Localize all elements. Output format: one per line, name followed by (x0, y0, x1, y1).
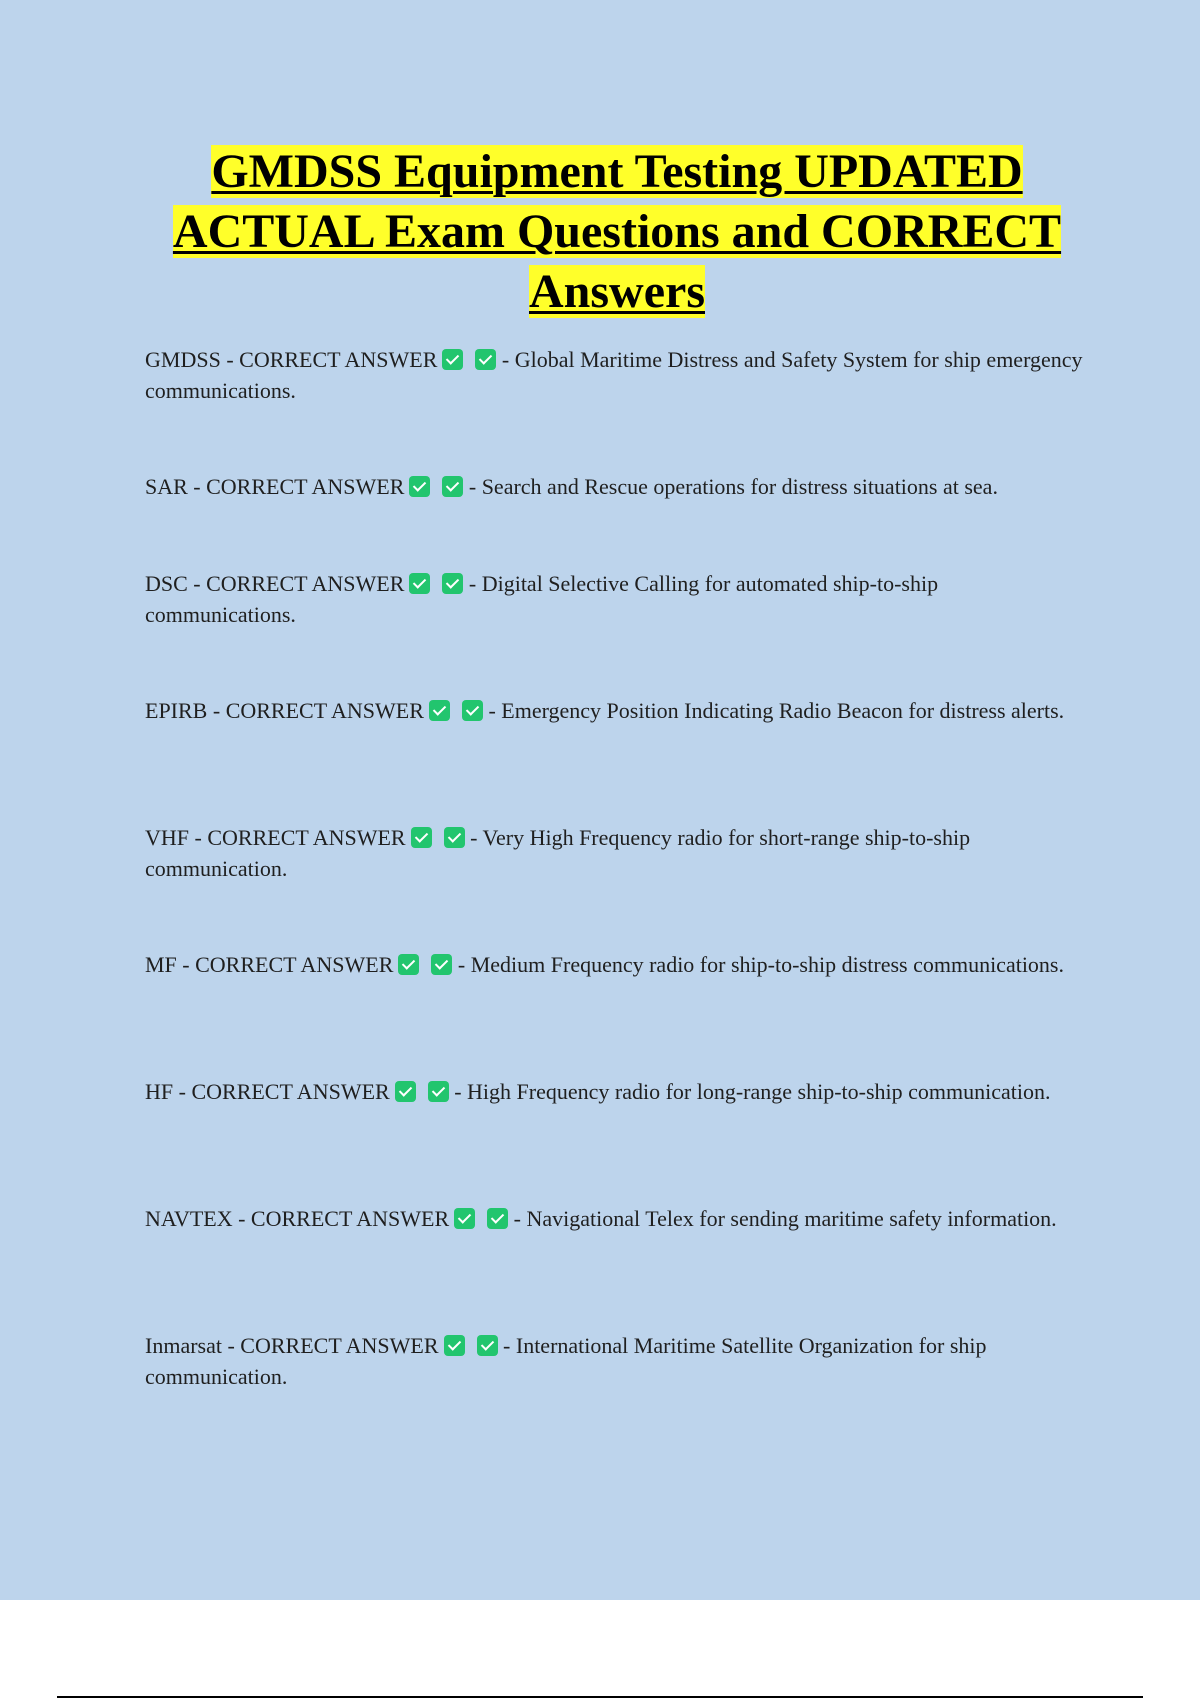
qa-item-navtex: NAVTEX - CORRECT ANSWER - Navigational Telex for sending maritime safety information. (145, 1206, 1057, 1231)
qa-item-epirb: EPIRB - CORRECT ANSWER - Emergency Position Indicating Radio Beacon for distress alerts. (145, 698, 1065, 723)
qa-answer-label: CORRECT ANSWER (250, 1206, 450, 1231)
check-mark-icon (431, 954, 452, 975)
qa-item-mf: MF - CORRECT ANSWER - Medium Frequency radio for ship-to-ship distress communications. (145, 952, 1064, 977)
qa-term: SAR (145, 474, 188, 499)
qa-term: NAVTEX (145, 1206, 233, 1231)
qa-item-inmarsat: Inmarsat - CORRECT ANSWER - International Maritime Satellite Organization for ship communication. (145, 1333, 987, 1389)
qa-answer-label: CORRECT ANSWER (191, 1079, 390, 1104)
qa-term: GMDSS (145, 347, 221, 372)
check-mark-icon (428, 1081, 449, 1102)
qa-definition: - Navigational Telex for sending maritime safety information. (513, 1206, 1057, 1231)
qa-definition: - Search and Rescue operations for distress situations at sea. (468, 474, 998, 499)
qa-definition: - Global Maritime Distress and Safety System for ship emergency communications. (145, 347, 1083, 403)
qa-answer-label: CORRECT ANSWER (207, 825, 406, 850)
title-block (140, 142, 1094, 322)
qa-term: VHF (145, 825, 190, 850)
check-mark-icon (454, 1208, 475, 1229)
qa-item-vhf: VHF - CORRECT ANSWER - Very High Frequency radio for short-range ship-to-ship communication. (145, 825, 971, 881)
qa-answer-label: CORRECT ANSWER (240, 1333, 439, 1358)
qa-item-dsc: DSC - CORRECT ANSWER - Digital Selective Calling for automated ship-to-ship communications. (145, 571, 939, 627)
qa-answer-label: CORRECT ANSWER (195, 952, 394, 977)
check-mark-icon (409, 476, 430, 497)
qa-item-gmdss: GMDSS - CORRECT ANSWER - Global Maritime Distress and Safety System for ship emergency communications. (145, 347, 1083, 403)
footer-divider (57, 1696, 1143, 1698)
check-mark-icon (462, 700, 483, 721)
qa-definition: - Very High Frequency radio for short-range ship-to-ship communication. (145, 825, 971, 881)
qa-definition: - International Maritime Satellite Organization for ship communication. (145, 1333, 987, 1389)
check-mark-icon (442, 573, 463, 594)
check-mark-icon (444, 1335, 465, 1356)
check-mark-icon (442, 349, 463, 370)
qa-item-hf: HF - CORRECT ANSWER - High Frequency radio for long-range ship-to-ship communication. (145, 1079, 1051, 1104)
qa-answer-label: CORRECT ANSWER (239, 347, 438, 372)
qa-term: Inmarsat (145, 1333, 222, 1358)
check-mark-icon (475, 349, 496, 370)
check-mark-icon (477, 1335, 498, 1356)
check-mark-icon (409, 573, 430, 594)
qa-item-sar: SAR - CORRECT ANSWER - Search and Rescue operations for distress situations at sea. (145, 474, 998, 499)
qa-definition: - Digital Selective Calling for automated ship-to-ship communications. (145, 571, 939, 627)
qa-term: DSC (145, 571, 188, 596)
check-mark-icon (395, 1081, 416, 1102)
check-mark-icon (429, 700, 450, 721)
document-title: GMDSS Equipment Testing UPDATED ACTUAL Exam Questions and CORRECT Answers (172, 145, 1062, 318)
check-mark-icon (398, 954, 419, 975)
qa-answer-label: CORRECT ANSWER (206, 571, 405, 596)
check-mark-icon (444, 827, 465, 848)
qa-term: EPIRB (145, 698, 208, 723)
check-mark-icon (411, 827, 432, 848)
qa-definition: - High Frequency radio for long-range ship-to-ship communication. (454, 1079, 1051, 1104)
qa-answer-label: CORRECT ANSWER (225, 698, 424, 723)
qa-definition: - Medium Frequency radio for ship-to-ship distress communications. (457, 952, 1064, 977)
check-mark-icon (487, 1208, 508, 1229)
qa-term: HF (145, 1079, 174, 1104)
qa-definition: - Emergency Position Indicating Radio Beacon for distress alerts. (488, 698, 1065, 723)
qa-term: MF (145, 952, 177, 977)
qa-answer-label: CORRECT ANSWER (206, 474, 405, 499)
check-mark-icon (442, 476, 463, 497)
